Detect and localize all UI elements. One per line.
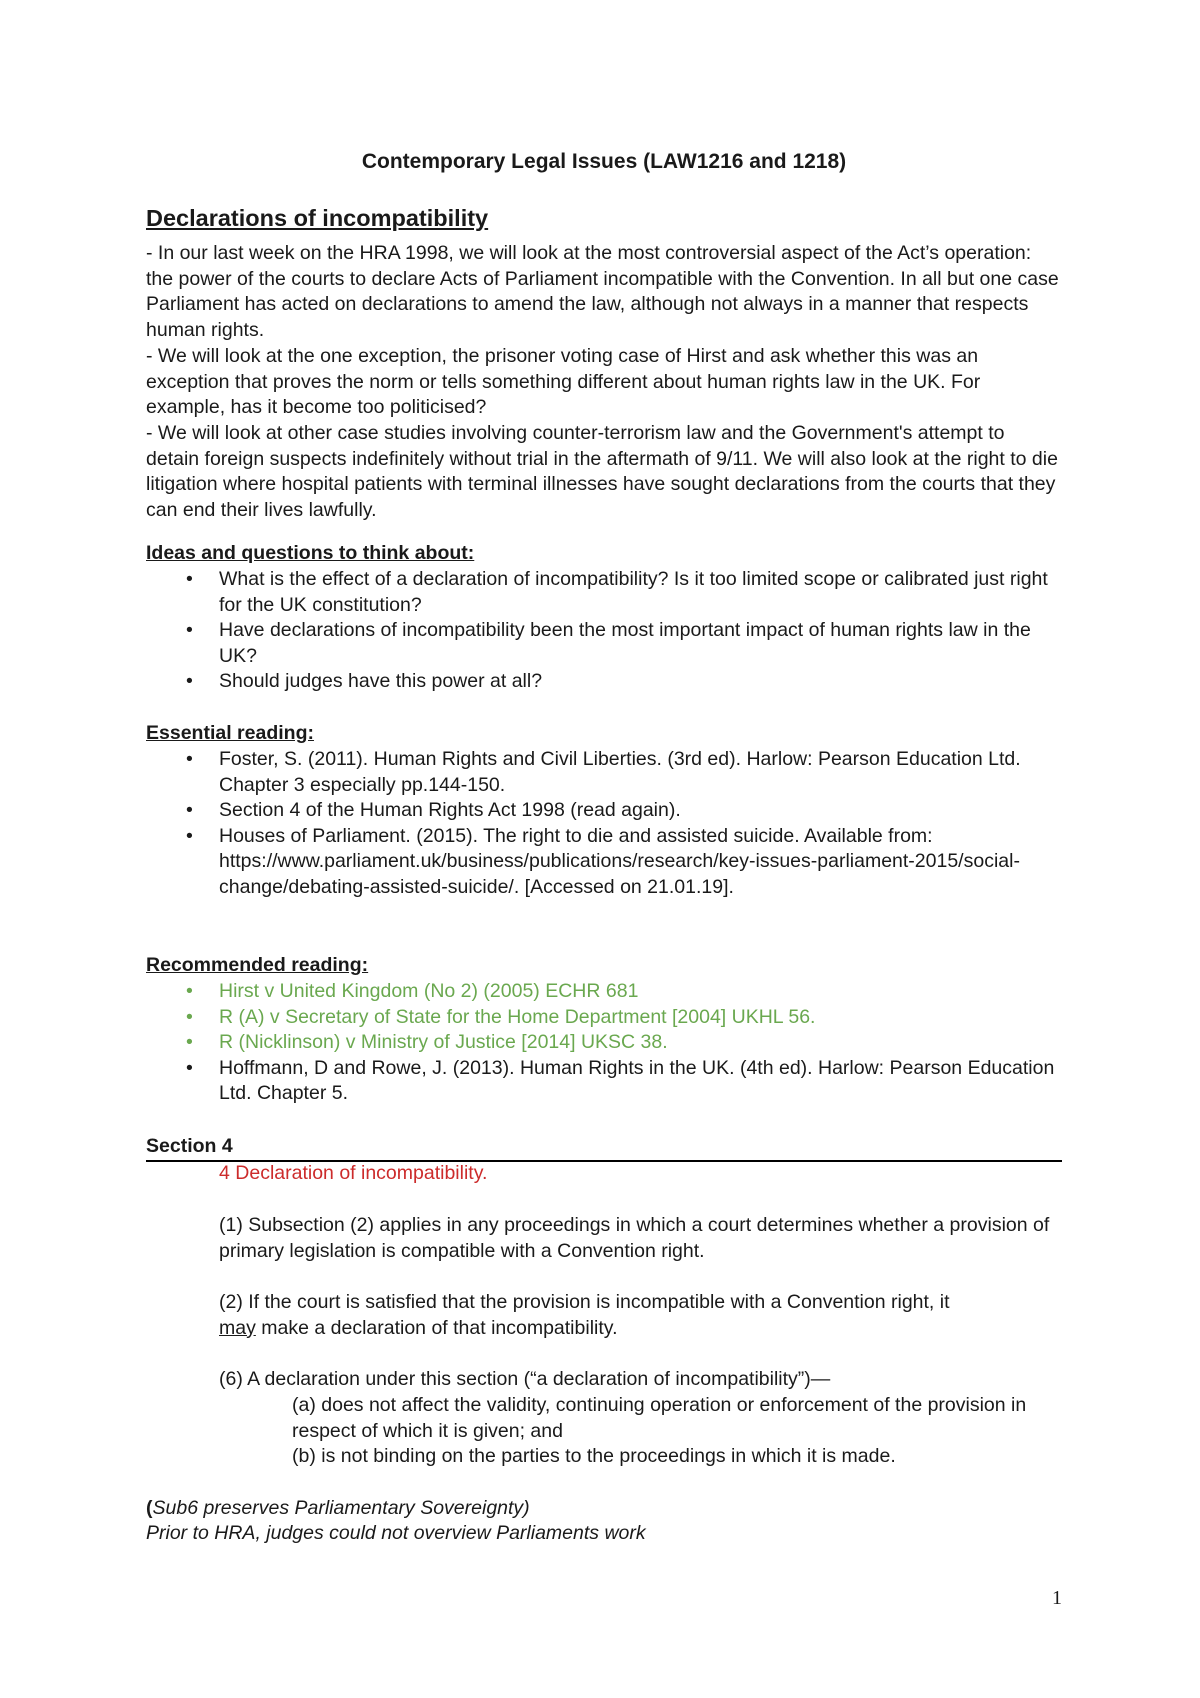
list-item: • What is the effect of a declaration of incompatibility? Is it too limited scope or calibrated just right for the UK constitution?	[146, 567, 1062, 618]
note-paren: (	[146, 1497, 153, 1519]
list-item: • R (Nicklinson) v Ministry of Justice [2014] UKSC 38.	[146, 1030, 1062, 1056]
list-item: • Should judges have this power at all?	[146, 669, 1062, 695]
list-item: • Section 4 of the Human Rights Act 1998 (read again).	[146, 798, 1062, 824]
intro-paragraph-1: - In our last week on the HRA 1998, we will look at the most controversial aspect of the Act’s operation: the power of the courts to declare Acts of Parliament incompatible with the Convention. In all but one case Parliament has acted on declarations to amend the law, although not always in a manner that respects human rights.	[146, 242, 1059, 341]
note-line-1	[146, 1496, 1062, 1522]
list-item: • Have declarations of incompatibility been the most important impact of human rights law in the UK?	[146, 618, 1062, 669]
list-item: • Hoffmann, D and Rowe, J. (2013). Human Rights in the UK. (4th ed). Harlow: Pearson Education Ltd. Chapter 5.	[146, 1056, 1062, 1107]
page-number: 1	[1052, 1587, 1062, 1609]
subsection-2-end: make a declaration of that incompatibility.	[255, 1316, 618, 1339]
essential-reading-heading: Essential reading:	[146, 722, 314, 744]
intro-paragraph-3: - We will look at other case studies involving counter-terrorism law and the Government's attempt to detain foreign suspects indefinitely without trial in the aftermath of 9/11. We will also look at the right to die litigation where hospital patients with terminal illnesses have sought declarations from the courts that they can end their lives lawfully.	[146, 422, 1058, 521]
section-4-heading: Section 4	[146, 1134, 1062, 1162]
recommended-reading-heading: Recommended reading:	[146, 954, 369, 976]
list-item: • R (A) v Secretary of State for the Home Department [2004] UKHL 56.	[146, 1005, 1062, 1031]
essential-reading-list	[146, 747, 1062, 901]
note-text: Sub6 preserves Parliamentary Sovereignty)	[152, 1497, 530, 1519]
ideas-heading: Ideas and questions to think about:	[146, 542, 475, 564]
subsection-2	[219, 1290, 1062, 1341]
note-line-2: Prior to HRA, judges could not overview Parliaments work	[146, 1522, 646, 1544]
list-item: • Houses of Parliament. (2015). The right to die and assisted suicide. Available from: https://www.parliament.uk/business/publications/research/key-issues-parliament-2015/social-change/debating-assisted-suicide/. [Accessed on 21.01.19].	[146, 824, 1062, 901]
list-item: • Hirst v United Kingdom (No 2) (2005) ECHR 681	[146, 979, 1062, 1005]
may-emphasis: may	[219, 1316, 256, 1339]
subsection-6: (6) A declaration under this section (“a declaration of incompatibility”)—	[219, 1368, 831, 1390]
subsection-1: (1) Subsection (2) applies in any proceedings in which a court determines whether a provision of primary legislation is compatible with a Convention right.	[219, 1214, 1050, 1262]
main-heading: Declarations of incompatibility	[146, 205, 489, 231]
ideas-list	[146, 567, 1062, 695]
subsection-6b: (b) is not binding on the parties to the proceedings in which it is made.	[292, 1445, 896, 1467]
section-4-title: 4 Declaration of incompatibility.	[219, 1162, 488, 1184]
list-item: • Foster, S. (2011). Human Rights and Civil Liberties. (3rd ed). Harlow: Pearson Education Ltd. Chapter 3 especially pp.144-150.	[146, 747, 1062, 798]
subsection-6a: (a) does not affect the validity, continuing operation or enforcement of the provision in respect of which it is given; and	[292, 1394, 1027, 1442]
subsection-2-text: (2) If the court is satisfied that the provision is incompatible with a Convention right, it	[219, 1291, 950, 1313]
intro-paragraph-2: - We will look at the one exception, the prisoner voting case of Hirst and ask whether this was an exception that proves the norm or tells something different about human rights law in the UK. For example, has it become too politicised?	[146, 345, 981, 419]
recommended-reading-list	[146, 979, 1062, 1107]
document-title: Contemporary Legal Issues (LAW1216 and 1218)	[361, 150, 847, 173]
